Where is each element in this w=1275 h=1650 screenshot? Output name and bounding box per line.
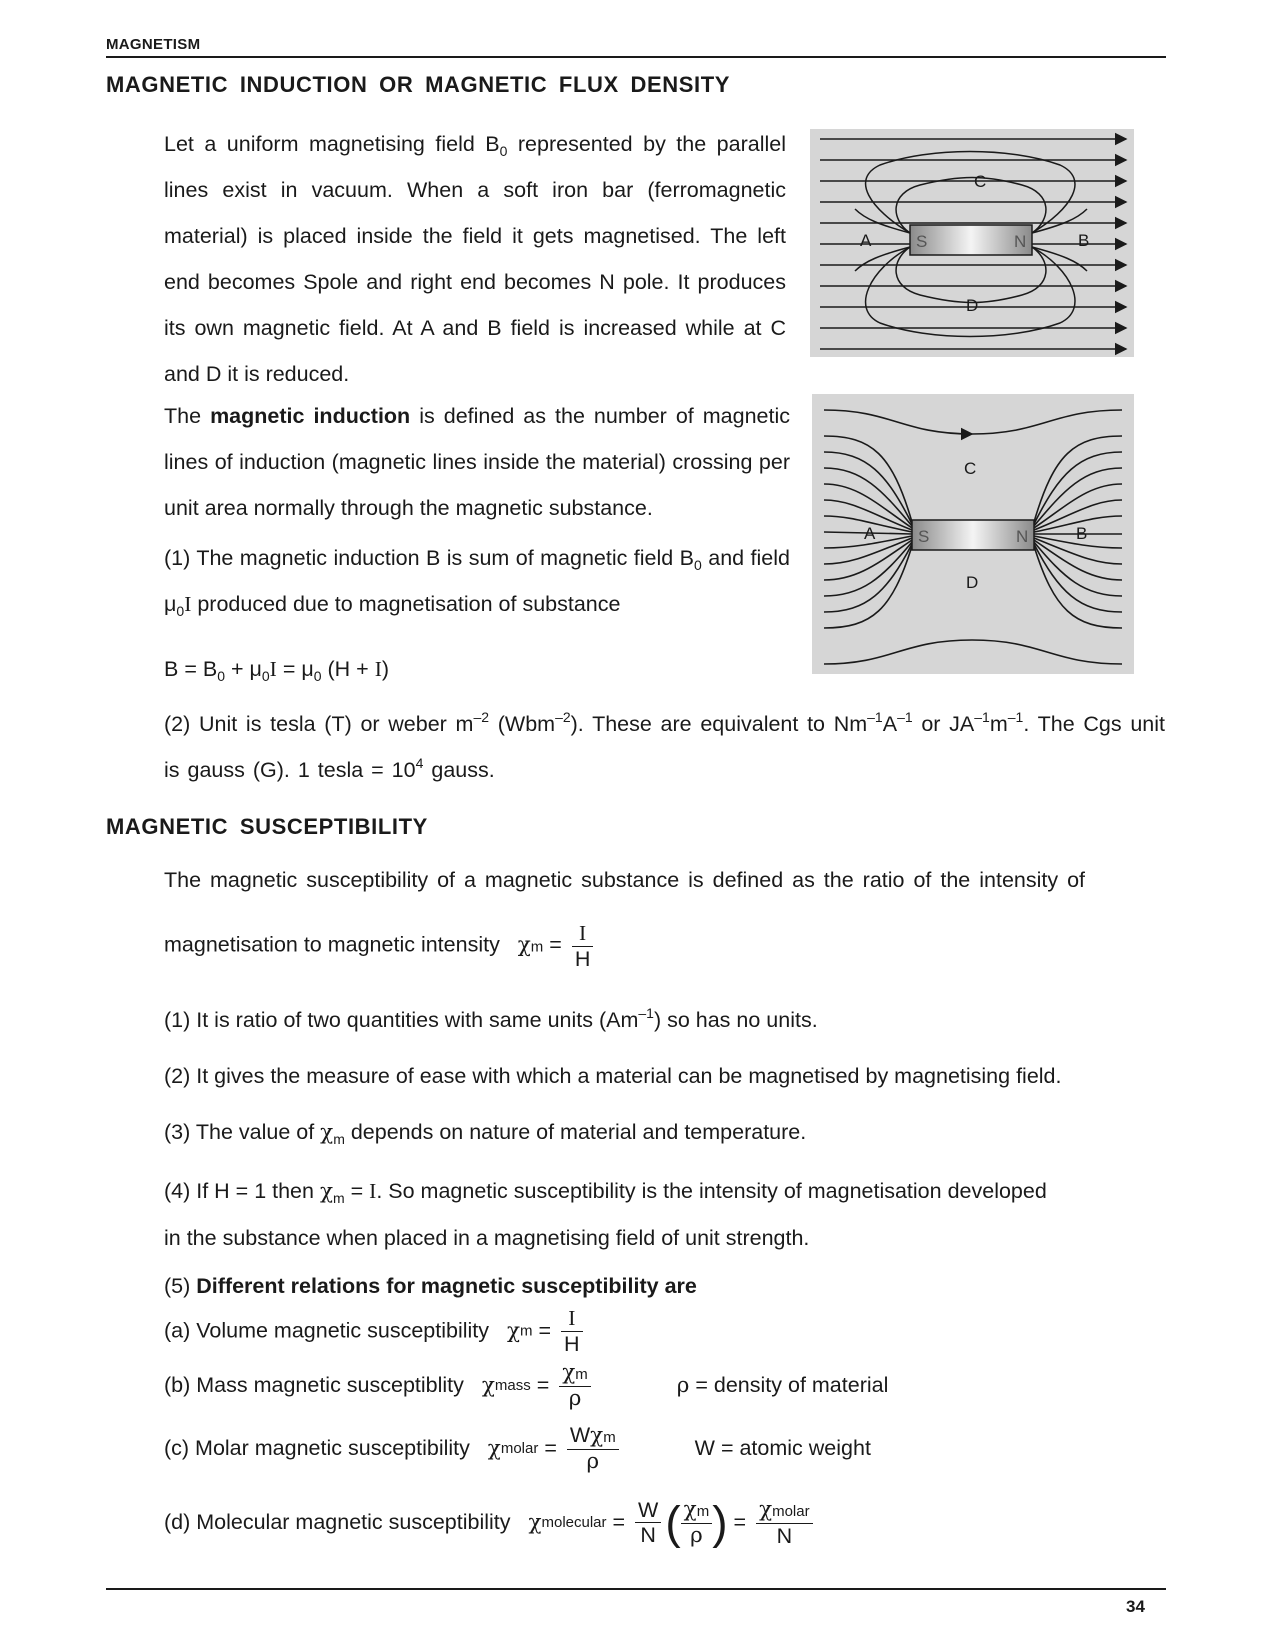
list-item-5: (5) Different relations for magnetic susceptibility are [164,1274,697,1298]
figure-field-lines-vacuum [810,129,1134,357]
field-lines-diagram-2 [812,394,1134,674]
running-header: MAGNETISM [106,36,201,53]
page-number: 34 [1126,1597,1145,1616]
list-item-2: (2) It gives the measure of ease with which a material can be magnetised by magnetising field. [164,1064,1062,1088]
field-lines-diagram-1 [810,129,1134,357]
label-s: S [918,527,930,546]
header-rule [106,56,1166,58]
label-d: D [966,573,979,592]
label-s: S [916,232,928,251]
equation-susceptibility-definition: magnetisation to magnetic intensity χm = $\frac{I}{H}$ [164,922,597,970]
label-b: B [1078,231,1090,250]
relation-molecular: (d) Molecular magnetic susceptibility χmolecular = $\frac{W}{N}$ ( $\frac{\chi m}{\rho}$ ) = $\frac{\text{χmolar}}{N}$ [164,1498,817,1547]
equation-induction: $B = B_0 + \mu_0I = \mu_0$ (H + I) [164,657,390,684]
list-item-1: (1) It is ratio of two quantities with same units $(Am^{-1})$ so has no units. [164,1005,818,1032]
label-c: C [974,172,987,191]
relation-volume: (a) Volume magnetic susceptibility χm = $\frac{I}{H}$ [164,1307,587,1355]
relation-mass: (b) Mass magnetic susceptiblity χmass = $\frac{\chi m}{\rho}$ ρ = density of material [164,1360,889,1411]
footer-rule [106,1588,1166,1590]
section-heading-susceptibility: MAGNETIC SUSCEPTIBILITY [106,814,428,839]
label-n: N [1016,527,1029,546]
label-a: A [864,524,876,543]
paragraph-induction-intro: Let a uniform magnetising field $B_0$ represented by the parallel lines exist in vacuum. When a soft iron bar (ferromagnetic material) is placed inside the field it gets magnetised. The left end becomes Spole and right end becomes N pole. It produces its own magnetic field. At A and B field is increased while at C and D it is reduced. [164,132,786,386]
paragraph-susceptibility-definition: The magnetic susceptibility of a magnetic substance is defined as the ratio of the intensity of [164,868,1086,892]
label-c: C [964,459,977,478]
relation-molar: (c) Molar magnetic susceptibility χmolar = $\frac{\text{Wχm}}{\rho}$ W = atomic weight [164,1423,871,1474]
paragraph-induction-definition: The magnetic induction is defined as the number of magnetic lines of induction (magnetic lines inside the material) crossing per unit area normally through the magnetic substance. [164,404,790,520]
bold-term: magnetic induction [210,404,411,428]
section-heading-induction: MAGNETIC INDUCTION OR MAGNETIC FLUX DENSITY [106,72,731,97]
label-d: D [966,296,979,315]
paragraph-units: (2) Unit is tesla (T) or weber $m^{-2}$ (Wbm$^{-2}$). These are equivalent to $Nm^{-1}A^{-1}$ or $JA^{-1}m^{-1}$. The Cgs unit is gauss (G). 1 tesla = $10^4$ gauss. [164,709,1165,782]
label-b: B [1076,524,1088,543]
figure-field-lines-iron [812,394,1134,674]
list-item-3: (3) The value of $\chi_m$ depends on nature of material and temperature. [164,1120,807,1147]
label-n: N [1014,232,1027,251]
paragraph-induction-sum: (1) The magnetic induction B is sum of magnetic field $B_0$ and field $\mu_0I$ produced due to magnetisation of substance [164,546,790,619]
label-a: A [860,231,872,250]
list-item-4: (4) If H = 1 then $\chi_m = I$. So magnetic susceptibility is the intensity of magnetisation developed in the substance when placed in a magnetising field of unit strength. [164,1179,1047,1250]
